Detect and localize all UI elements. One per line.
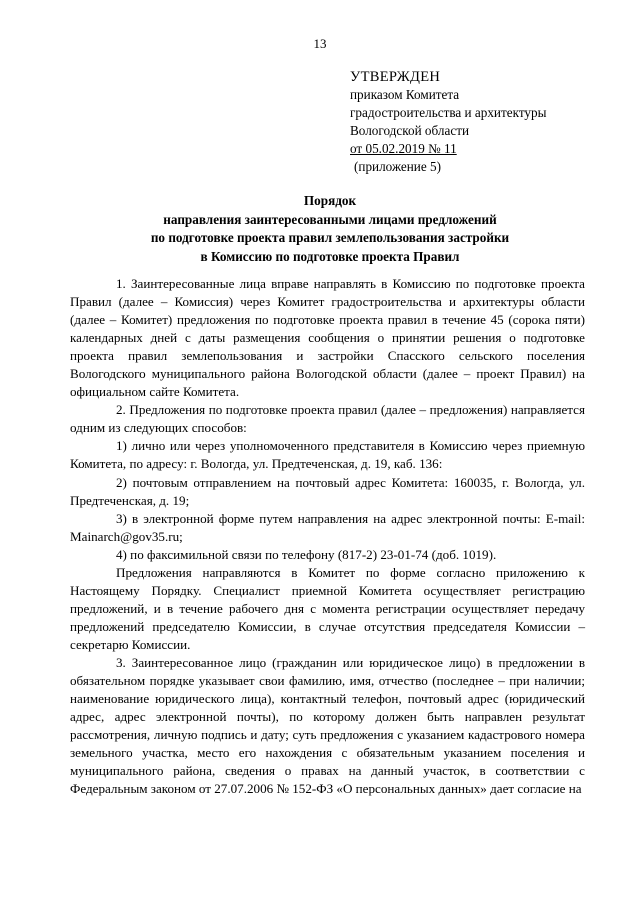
paragraph-3: Предложения направляются в Комитет по форме согласно приложению к Настоящему Порядку. Специалист приемной Комитета осуществляет регистрацию предложений, и в течение рабочего дня с момента регистрации осуществляет передачу предложений председателю Комиссии, в случае отсутствия председателя Комиссии – секретарю Комиссии. xyxy=(70,564,585,652)
approval-order-reference: от 05.02.2019 № 11 xyxy=(350,141,457,156)
title-line-1: Порядок xyxy=(303,193,357,208)
approval-line-1: приказом Комитета xyxy=(350,87,460,102)
list-item-3: 3) в электронной форме путем направления на адрес электронной почты: E-mail: Mainarch@gov35.ru; xyxy=(70,510,585,544)
paragraph-4: 3. Заинтересованное лицо (гражданин или юридическое лицо) в предложении в обязательном порядке указывает свои фамилию, имя, отчество (последнее – при наличии; наименование юридического лица), контактный телефон, почтовый адрес (юридический адрес, адрес электронной почты), по которому должен быть направлен результат рассмотрения, личную подпись и дату; суть предложения с указанием кадастрового номера земельного участка, место его нахождения с обязательным указанием поселения и муниципального района, сведения о правах на данный участок, в соответствии с Федеральным законом от 27.07.2006 № 152-ФЗ «О персональных данных» дает согласие на xyxy=(70,654,585,797)
list-item-4: 4) по факсимильной связи по телефону (817-2) 23-01-74 (доб. 1019). xyxy=(116,546,497,562)
title-line-4: в Комиссию по подготовке проекта Правил xyxy=(200,248,460,264)
paragraph-1: 1. Заинтересованные лица вправе направлять в Комиссию по подготовке проекта Правил (далее – Комиссия) через Комитет градостроительства и архитектуры области (далее – Комитет) предложения по подготовке проекта правил в течение 45 (сорока пяти) календарных дней с даты размещения сообщения о принятии решения о подготовке проекта правил землепользования и застройки Спасского сельского поселения Вологодского муниципального района Вологодской области (далее – проект Правил) на официальном сайте Комитета. xyxy=(70,276,585,400)
list-item-1: 1) лично или через уполномоченного представителя в Комиссию через приемную Комитета, по адресу: г. Вологда, ул. Предтеченская, д. 19, каб. 136: xyxy=(70,438,585,472)
paragraph-2: 2. Предложения по подготовке проекта правил (далее – предложения) направляется одним из следующих способов: xyxy=(70,402,585,436)
document-title xyxy=(70,192,590,266)
approval-appendix: (приложение 5) xyxy=(354,159,441,174)
approval-line-3: Вологодской области xyxy=(350,123,470,138)
document-body xyxy=(70,275,585,798)
page-number: 13 xyxy=(313,36,327,51)
approval-heading: УТВЕРЖДЕН xyxy=(350,69,441,85)
approval-stamp xyxy=(350,68,620,176)
title-line-3: по подготовке проекта правил землепользования застройки xyxy=(150,230,510,245)
approval-line-2: градостроительства и архитектуры xyxy=(350,105,547,120)
title-line-2: направления заинтересованными лицами предложений xyxy=(163,211,497,227)
list-item-2: 2) почтовым отправлением на почтовый адрес Комитета: 160035, г. Вологда, ул. Предтеченская, д. 19; xyxy=(70,474,585,508)
